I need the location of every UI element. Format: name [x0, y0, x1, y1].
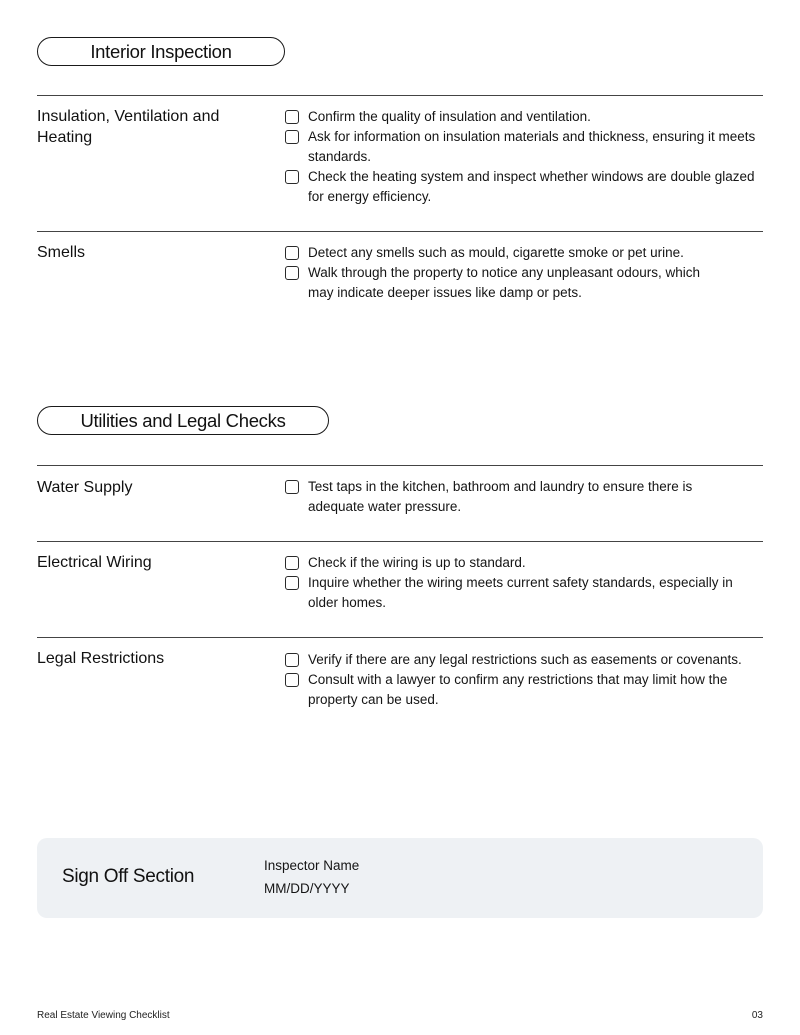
checkbox[interactable] — [285, 576, 299, 590]
checkbox[interactable] — [285, 266, 299, 280]
checkbox[interactable] — [285, 130, 299, 144]
section-title-interior-inspection: Interior Inspection — [37, 37, 285, 66]
checklist-smells — [285, 243, 765, 303]
checkbox[interactable] — [285, 170, 299, 184]
checklist-item[interactable] — [285, 477, 715, 517]
checklist-item[interactable] — [285, 670, 745, 710]
checkbox[interactable] — [285, 653, 299, 667]
checklist-item-text: Inquire whether the wiring meets current safety standards, especially in older homes. — [308, 575, 733, 610]
category-legal-restrictions: Legal Restrictions — [37, 650, 165, 667]
checklist-item-text: Verify if there are any legal restrictions such as easements or covenants. — [308, 652, 742, 667]
checklist-item[interactable] — [285, 243, 765, 263]
checkbox[interactable] — [285, 556, 299, 570]
divider — [37, 95, 763, 96]
checklist-item[interactable] — [285, 263, 725, 303]
category-smells: Smells — [37, 244, 86, 261]
checklist-item-text: Check the heating system and inspect whether windows are double glazed for energy efficiency. — [308, 169, 755, 204]
checklist-item-text: Ask for information on insulation materials and thickness, ensuring it meets standards. — [308, 129, 756, 164]
date-field[interactable]: MM/DD/YYYY — [264, 881, 350, 896]
category-electrical-wiring: Electrical Wiring — [37, 554, 152, 571]
signoff-title: Sign Off Section — [62, 866, 195, 887]
checklist-item[interactable] — [285, 127, 765, 167]
category-insulation-ventilation-heating: Insulation, Ventilation and Heating — [37, 108, 220, 146]
checklist-item[interactable] — [285, 573, 765, 613]
footer-document-title: Real Estate Viewing Checklist — [37, 1010, 170, 1021]
checkbox[interactable] — [285, 480, 299, 494]
checklist-item-text: Detect any smells such as mould, cigarette smoke or pet urine. — [308, 245, 684, 260]
checklist-item[interactable] — [285, 553, 765, 573]
divider — [37, 231, 763, 232]
inspector-name-field[interactable]: Inspector Name — [264, 858, 360, 873]
checklist-item-text: Walk through the property to notice any unpleasant odours, which may indicate deeper issues like damp or pets. — [308, 265, 700, 300]
checklist-item[interactable] — [285, 650, 765, 670]
checklist-item-text: Consult with a lawyer to confirm any restrictions that may limit how the property can be used. — [308, 672, 728, 707]
checklist-item-text: Check if the wiring is up to standard. — [308, 555, 526, 570]
checklist-insulation — [285, 107, 765, 207]
section-title-utilities-legal-checks: Utilities and Legal Checks — [37, 406, 329, 435]
checklist-item-text: Confirm the quality of insulation and ventilation. — [308, 109, 591, 124]
checklist-electrical-wiring — [285, 553, 765, 613]
checklist-legal-restrictions — [285, 650, 765, 710]
checklist-item-text: Test taps in the kitchen, bathroom and laundry to ensure there is adequate water pressure. — [308, 479, 693, 514]
checkbox[interactable] — [285, 673, 299, 687]
checkbox[interactable] — [285, 246, 299, 260]
checklist-item[interactable] — [285, 107, 765, 127]
page-number: 03 — [751, 1010, 763, 1021]
checklist-item[interactable] — [285, 167, 765, 207]
divider — [37, 541, 763, 542]
signoff-panel — [37, 838, 763, 918]
divider — [37, 637, 763, 638]
divider — [37, 465, 763, 466]
checkbox[interactable] — [285, 110, 299, 124]
category-water-supply: Water Supply — [37, 479, 133, 496]
checklist-water-supply — [285, 477, 765, 517]
